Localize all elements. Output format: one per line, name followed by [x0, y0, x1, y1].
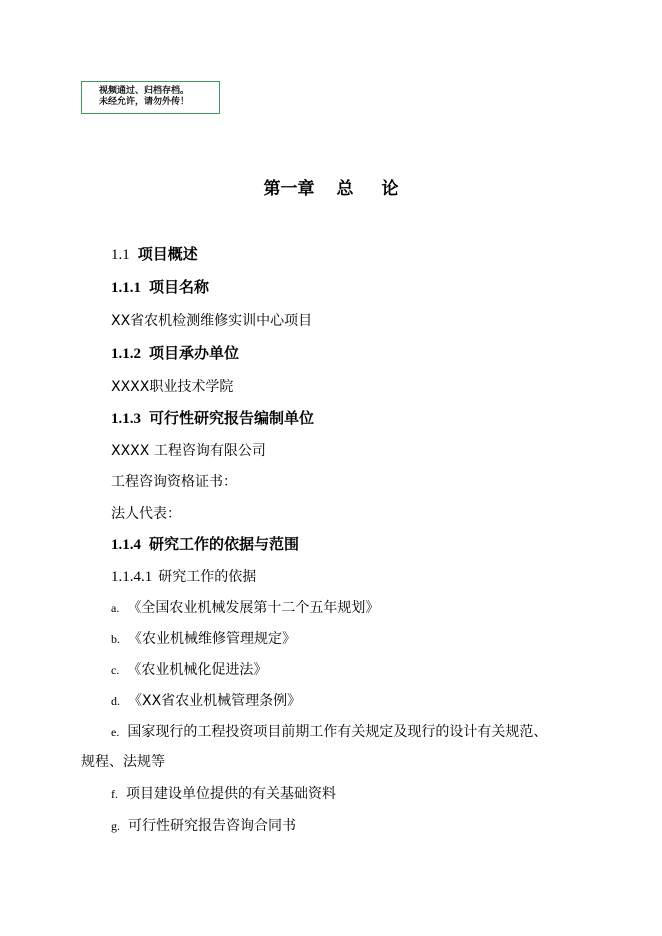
list-text: 《农业机械维修管理规定》 — [128, 631, 296, 647]
list-item-continuation — [81, 751, 165, 772]
organizer: XXXX职业技术学院 — [111, 379, 234, 395]
heading-1-1 — [111, 244, 198, 265]
heading-number: 1.1.1 — [111, 280, 141, 296]
heading-number: 1.1.2 — [111, 346, 141, 362]
heading-1-1-3 — [111, 408, 314, 429]
list-marker: f. — [111, 787, 118, 801]
list-item — [111, 690, 301, 711]
project-name: XX省农机检测维修实训中心项目 — [111, 313, 313, 329]
compiler-text — [111, 440, 266, 461]
confidential-stamp — [81, 81, 220, 114]
heading-number: 1.1.3 — [111, 411, 141, 427]
list-text: 《农业机械化促进法》 — [127, 662, 268, 678]
heading-label: 项目承办单位 — [149, 344, 240, 362]
heading-label: 项目概述 — [137, 245, 198, 263]
list-marker: b. — [111, 632, 120, 646]
list-item — [111, 628, 296, 649]
list-text: 国家现行的工程投资项目前期工作有关规定及现行的设计有关规范、 — [127, 724, 548, 740]
heading-label: 项目名称 — [149, 278, 210, 296]
heading-label: 可行性研究报告编制单位 — [149, 409, 315, 427]
cert-label: 工程咨询资格证书： — [111, 474, 237, 490]
heading-1-1-4 — [111, 534, 299, 555]
list-item — [111, 597, 379, 618]
list-marker: e. — [111, 725, 120, 739]
chapter-title-part-1: 总 — [336, 179, 354, 199]
compiler: XXXX 工程咨询有限公司 — [111, 443, 266, 459]
list-text: 规程、法规等 — [81, 754, 165, 770]
list-text: 《全国农业机械发展第十二个五年规划》 — [127, 600, 380, 616]
list-text: 《XX省农业机械管理条例》 — [128, 693, 302, 709]
list-item — [111, 721, 547, 742]
organizer-text — [111, 376, 233, 397]
heading-number: 1.1.4 — [111, 537, 141, 553]
cert-label-text — [111, 471, 237, 492]
heading-number: 1.1 — [111, 247, 130, 263]
heading-1-1-2 — [111, 343, 239, 364]
heading-label: 研究工作的依据 — [158, 569, 257, 585]
project-name-text — [111, 310, 312, 331]
heading-1-1-1 — [111, 277, 209, 298]
legal-rep: 法人代表： — [111, 506, 181, 522]
list-marker: g. — [111, 819, 120, 833]
heading-1-1-4-1 — [111, 566, 256, 587]
heading-label: 研究工作的依据与范围 — [149, 535, 300, 553]
list-item — [111, 815, 296, 836]
list-marker: d. — [111, 694, 120, 708]
list-item — [111, 783, 336, 804]
stamp-line-1: 视频通过、归档存档。 — [99, 86, 190, 96]
chapter-title-part-2: 论 — [381, 179, 399, 199]
list-item — [111, 659, 267, 680]
heading-number: 1.1.4.1 — [111, 569, 153, 585]
list-marker: c. — [111, 663, 120, 677]
list-text: 可行性研究报告咨询合同书 — [128, 818, 296, 834]
list-marker: a. — [111, 601, 120, 615]
list-text: 项目建设单位提供的有关基础资料 — [126, 786, 336, 802]
chapter-number: 第一章 — [263, 179, 315, 199]
chapter-title — [0, 178, 662, 200]
legal-rep-text — [111, 503, 181, 524]
stamp-line-2: 未经允许，请勿外传！ — [99, 97, 190, 107]
